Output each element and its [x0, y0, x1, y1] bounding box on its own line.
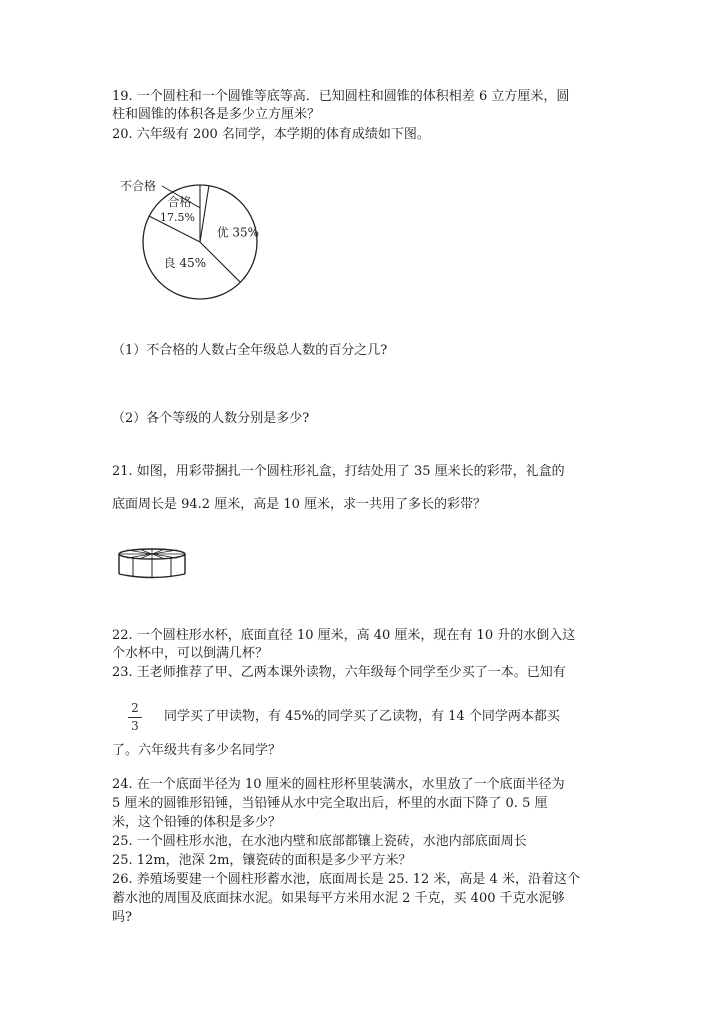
- q26-line2: 蓄水池的周围及底面抹水泥。如果每平方米用水泥 2 千克，买 400 千克水泥够: [112, 891, 565, 906]
- q23-line3: 了。六年级共有多少名同学？: [112, 743, 282, 758]
- q26-line3: 吗?: [112, 910, 132, 925]
- pie-label-buhege: 不合格: [119, 179, 157, 193]
- q22-line1: 22. 一个圆柱形水杯，底面直径 10 厘米，高 40 厘米，现在有 10 升的水倒入这: [112, 628, 576, 643]
- pie-label-hege: 合格: [167, 194, 192, 209]
- q20-text: 20. 六年级有 200 名同学，本学期的体育成绩如下图。: [112, 127, 430, 142]
- q23-line2: 同学买了甲读物，有 45%的同学买了乙读物，有 14 个同学两本都买: [164, 709, 560, 724]
- q22-line2: 个水杯中，可以倒满几杯？: [112, 646, 269, 661]
- fraction-two-thirds: [128, 701, 142, 734]
- q24-line2: 5 厘米的圆锥形铅锤，当铅锤从水中完全取出后，杯里的水面下降了 0. 5 厘: [112, 796, 548, 811]
- pie-label-liang: 良 45%: [163, 255, 207, 270]
- q24-line1: 24. 在一个底面半径为 10 厘米的圆柱形杯里装满水，水里放了一个底面半径为: [112, 777, 565, 792]
- q26-line1: 26. 养殖场要建一个圆柱形蓄水池，底面周长是 25. 12 米，高是 4 米，沿着这个: [112, 872, 580, 887]
- pie-chart: [110, 172, 310, 322]
- slice-boundary-you: [200, 186, 209, 242]
- q19-line1: 19. 一个圆柱和一个圆锥等底等高．已知圆柱和圆锥的体积相差 6 立方厘米，圆: [112, 89, 570, 104]
- q25-line1: 25. 一个圆柱形水池，在水池内壁和底部都镶上瓷砖，水池内部底面周长: [112, 834, 527, 849]
- q21-line1: 21. 如图，用彩带捆扎一个圆柱形礼盒，打结处用了 35 厘米长的彩带，礼盒的: [112, 464, 565, 479]
- q21-line2: 底面周长是 94.2 厘米，高是 10 厘米，求一共用了多长的彩带？: [112, 497, 487, 512]
- pie-label-hege-percent: 17.5%: [160, 210, 196, 224]
- fraction-numerator: 2: [131, 701, 139, 715]
- q23-line1: 23. 王老师推荐了甲、乙两本课外读物，六年级每个同学至少买了一本。已知有: [112, 665, 566, 680]
- q19-line2: 柱和圆锥的体积各是多少立方厘米？: [112, 107, 321, 122]
- pie-label-you: 优 35%: [216, 225, 260, 240]
- q24-line3: 米，这个铅锤的体积是多少？: [112, 815, 282, 830]
- gift-box-cylinder-figure: [115, 545, 195, 585]
- q20-sub1: （1）不合格的人数占全年级总人数的百分之几?: [112, 343, 388, 358]
- q25-line2: 25. 12m，池深 2m，镶瓷砖的面积是多少平方米？: [112, 853, 412, 868]
- q20-sub2: （2）各个等级的人数分别是多少?: [112, 411, 310, 426]
- fraction-denominator: 3: [131, 719, 139, 733]
